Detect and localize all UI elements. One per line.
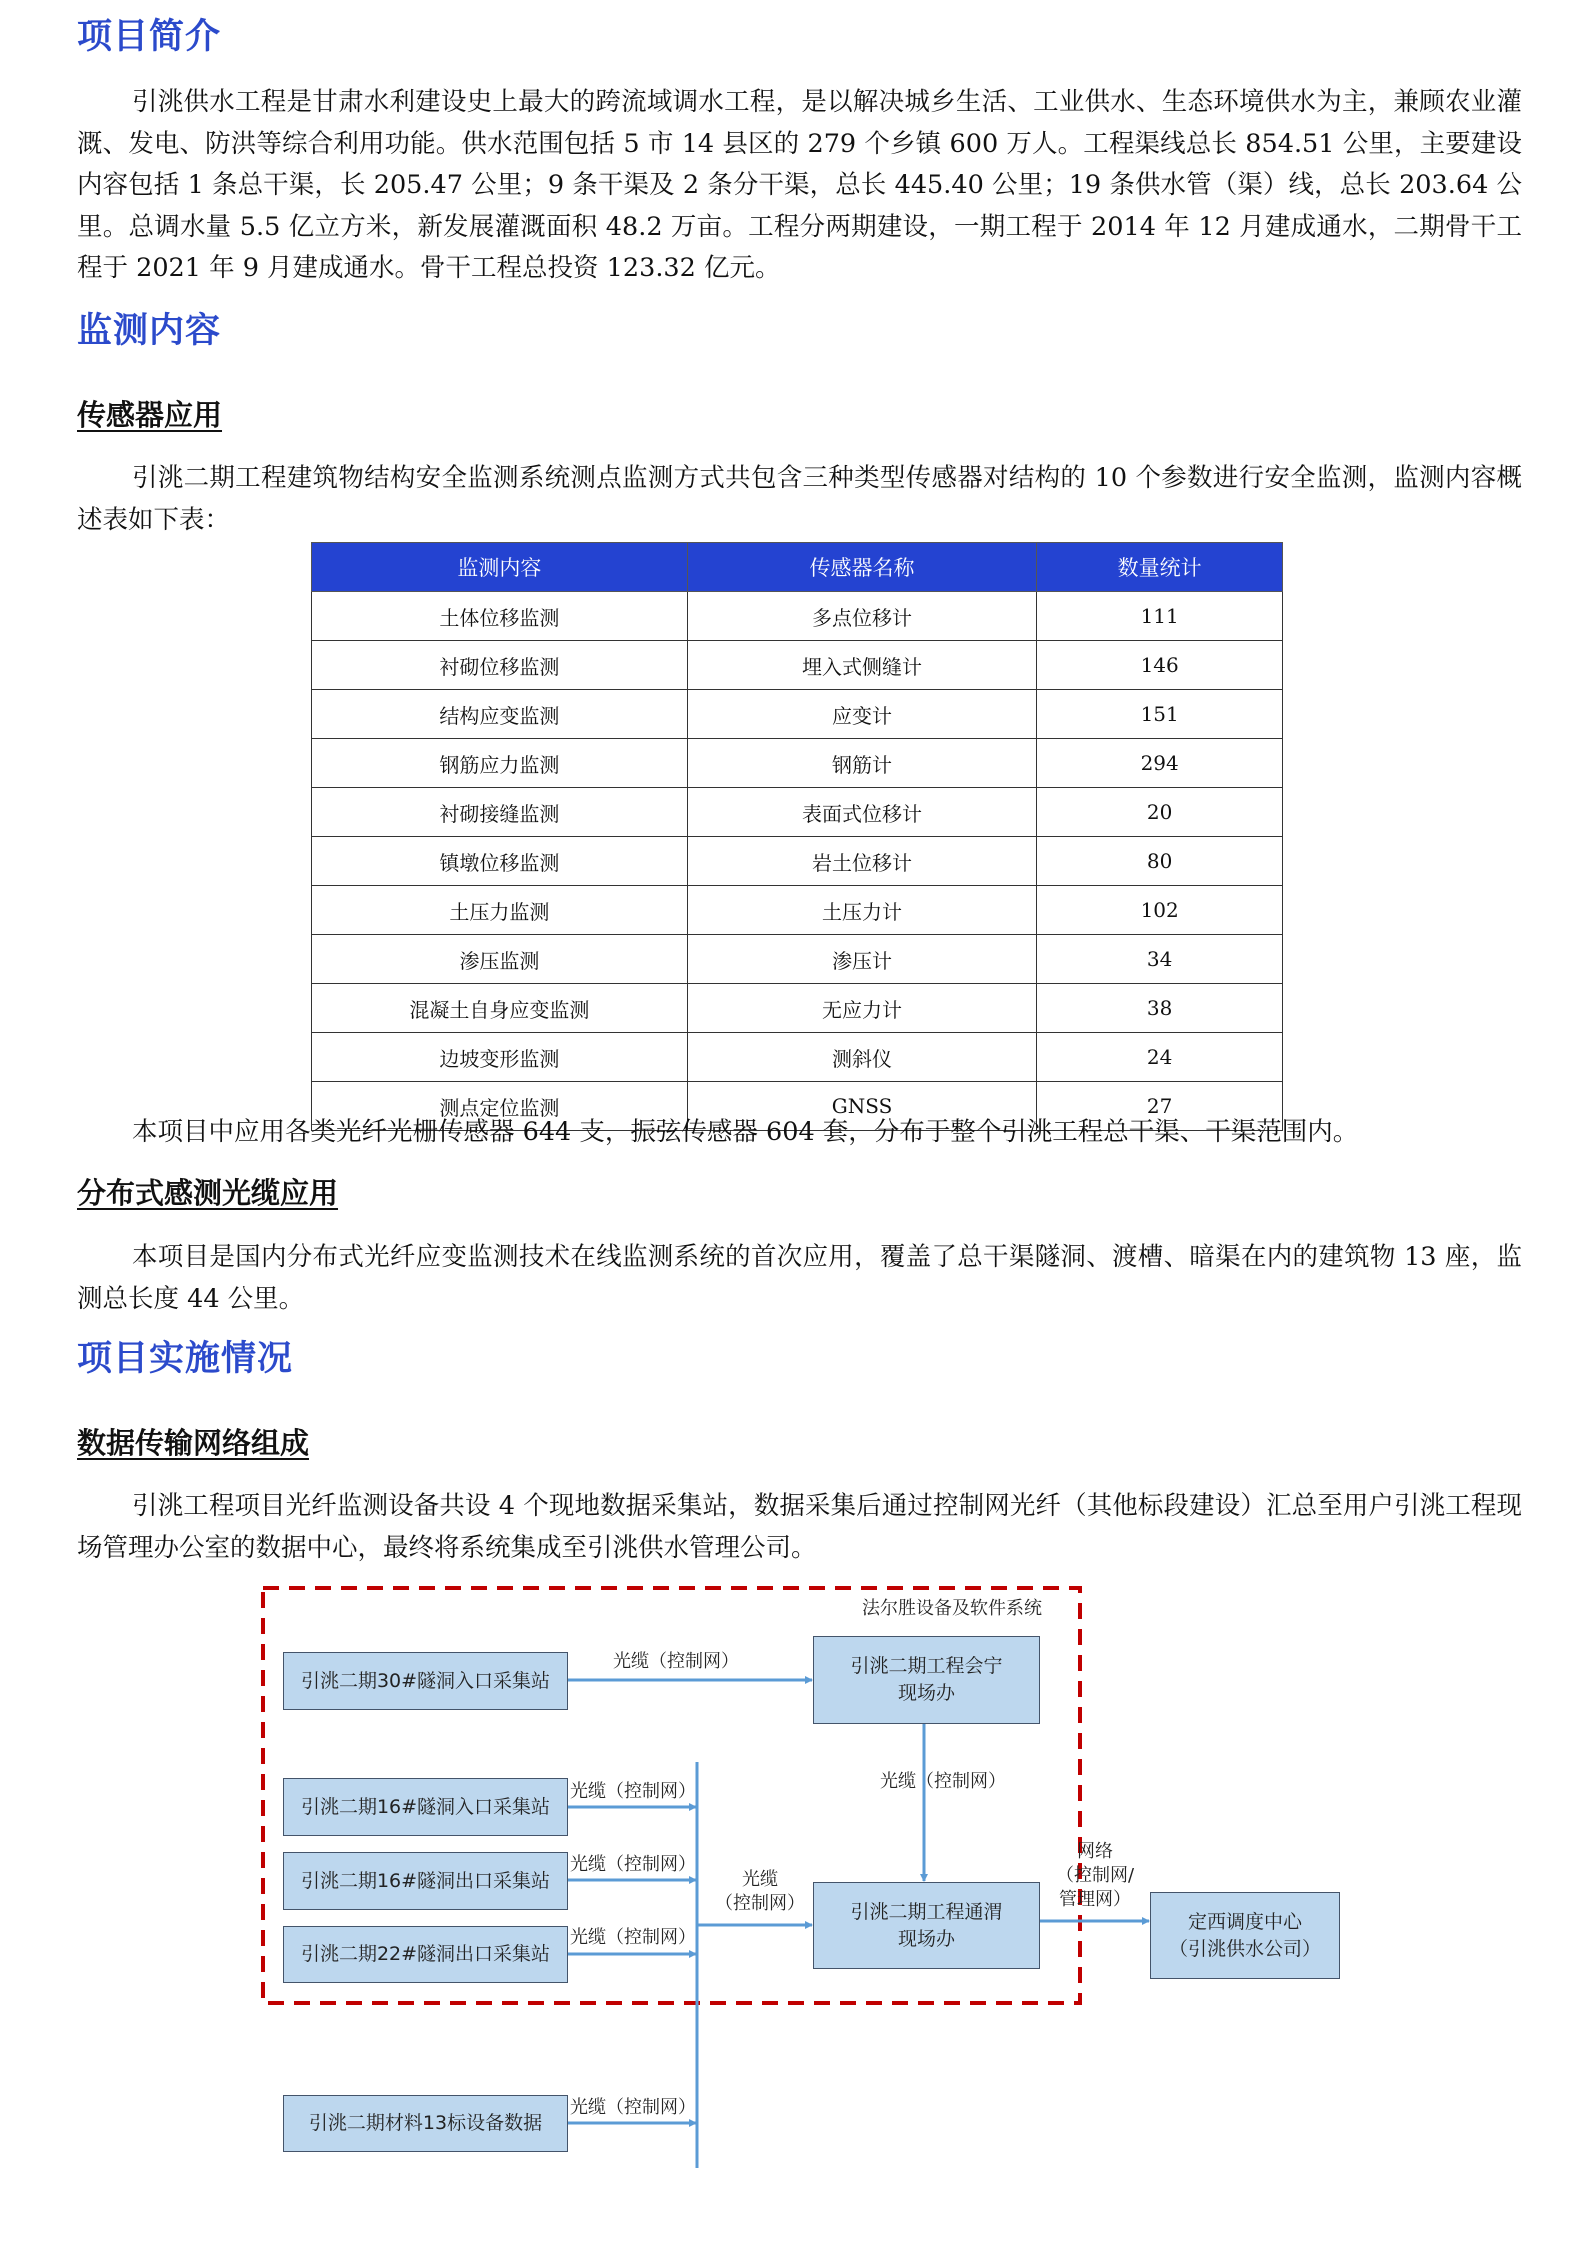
table-row [312,739,1283,788]
count-cell: 38 [1037,984,1283,1033]
monitoring-item-cell: 钢筋应力监测 [312,739,688,788]
table-row [312,837,1283,886]
edge-label-hub-line1: 光缆 [742,1869,778,1890]
edge-label-tongwei-dingxi [1045,1840,1145,1912]
node-dingxi-line1: 定西调度中心 [1187,1910,1302,1933]
edge-label-16out: 光缆（控制网） [570,1854,696,1875]
sensor-name-cell: GNSS [687,1082,1037,1131]
count-cell: 34 [1037,935,1283,984]
network-paragraph: 引洮工程项目光纤监测设备共设 4 个现地数据采集站，数据采集后通过控制网光纤（其他标段建设）汇总至用户引洮工程现场管理办公室的数据中心，最终将系统集成至引洮供水管理公司。 [77,1491,1522,1563]
count-cell: 80 [1037,837,1283,886]
column-header: 监测内容 [312,543,688,592]
sensor-name-cell: 埋入式侧缝计 [687,641,1037,690]
count-cell: 20 [1037,788,1283,837]
count-cell: 24 [1037,1033,1283,1082]
count-cell: 111 [1037,592,1283,641]
node-tongwei-office[interactable] [813,1882,1040,1969]
monitoring-item-cell: 测点定位监测 [312,1082,688,1131]
monitoring-item-cell: 结构应变监测 [312,690,688,739]
table-row [312,690,1283,739]
sensor-name-cell: 钢筋计 [687,739,1037,788]
sensor-name-cell: 岩土位移计 [687,837,1037,886]
count-cell: 146 [1037,641,1283,690]
node-station-30[interactable]: 引洮二期30#隧洞入口采集站 [283,1652,568,1710]
boundary-label: 法尔胜设备及软件系统 [862,1598,1042,1619]
node-tongwei-line1: 引洮二期工程通渭 [850,1900,1003,1923]
node-dingxi-line2: （引洮供水公司） [1168,1937,1321,1960]
sensor-name-cell: 测斜仪 [687,1033,1037,1082]
table-row [312,935,1283,984]
count-cell: 151 [1037,690,1283,739]
node-tongwei-line2: 现场办 [897,1927,955,1950]
sensor-name-cell: 表面式位移计 [687,788,1037,837]
table-row [312,592,1283,641]
table-row [312,1033,1283,1082]
count-cell: 27 [1037,1082,1283,1131]
sensor-paragraph: 引洮二期工程建筑物结构安全监测系统测点监测方式共包含三种类型传感器对结构的 10 个参数进行安全监测，监测内容概述表如下表： [77,463,1522,535]
node-huining-line1: 引洮二期工程会宁 [850,1655,1003,1677]
node-station-16-in[interactable]: 引洮二期16#隧洞入口采集站 [283,1778,568,1836]
sensor-name-cell: 土压力计 [687,886,1037,935]
node-huining-line2: 现场办 [897,1682,955,1704]
subheading-distributed-sensing: 分布式感测光缆应用 [77,1176,339,1210]
monitoring-item-cell: 衬砌位移监测 [312,641,688,690]
node-dingxi-center[interactable] [1150,1892,1340,1979]
edge-label-net-line2: （控制网/ [1055,1865,1135,1886]
monitoring-item-cell: 渗压监测 [312,935,688,984]
subheading-sensor-application: 传感器应用 [77,398,223,432]
monitoring-item-cell: 边坡变形监测 [312,1033,688,1082]
monitoring-item-cell: 镇墩位移监测 [312,837,688,886]
edge-label-net-line3: 管理网） [1059,1889,1131,1910]
edge-label-30: 光缆（控制网） [613,1651,739,1672]
edge-label-huining-tongwei: 光缆（控制网） [880,1771,1006,1792]
subheading-data-network: 数据传输网络组成 [77,1426,310,1460]
monitoring-item-cell: 土体位移监测 [312,592,688,641]
monitoring-item-cell: 混凝土自身应变监测 [312,984,688,1033]
edge-label-16in: 光缆（控制网） [570,1781,696,1802]
sensor-name-cell: 应变计 [687,690,1037,739]
heading-implementation: 项目实施情况 [77,1339,294,1379]
intro-paragraph: 引洮供水工程是甘肃水利建设史上最大的跨流域调水工程，是以解决城乡生活、工业供水、生态环境供水为主，兼顾农业灌溉、发电、防洪等综合利用功能。供水范围包括 5 市 14 县区的 279 个乡镇 600 万人。工程渠线总长 854.51 公里，主要建设内容包括 1 条总干渠，长 205.47 公里；9 条干渠及 2 条分干渠，总长 445.40 公里；19 条供水管（渠）线，总长 203.64 公里。总调水量 5.5 亿立方米，新发展灌溉面积 48.2 万亩。工程分两期建设，一期工程于 2014 年 12 月建成通水，二期骨干工程于 2021 年 9 月建成通水。骨干工程总投资 123.32 亿元。 [77,87,1522,283]
distributed-paragraph: 本项目是国内分布式光纤应变监测技术在线监测系统的首次应用，覆盖了总干渠隧洞、渡槽、暗渠在内的建筑物 13 座，监测总长度 44 公里。 [77,1242,1522,1314]
heading-monitoring-content: 监测内容 [77,311,222,351]
column-header: 数量统计 [1037,543,1283,592]
edge-label-hub-tongwei [710,1868,810,1916]
column-header: 传感器名称 [687,543,1037,592]
monitoring-table [311,542,1283,1131]
node-material-13[interactable]: 引洮二期材料13标设备数据 [283,2095,568,2152]
table-row [312,886,1283,935]
edge-label-22: 光缆（控制网） [570,1927,696,1948]
sensor-name-cell: 无应力计 [687,984,1037,1033]
table-header-row [312,543,1283,592]
count-cell: 102 [1037,886,1283,935]
sensor-name-cell: 渗压计 [687,935,1037,984]
table-row [312,788,1283,837]
node-huining-office[interactable] [813,1636,1040,1724]
edge-label-net-line1: 网络 [1077,1841,1113,1862]
heading-project-intro: 项目简介 [77,17,222,57]
monitoring-item-cell: 土压力监测 [312,886,688,935]
table-row [312,641,1283,690]
count-cell: 294 [1037,739,1283,788]
node-station-22-out[interactable]: 引洮二期22#隧洞出口采集站 [283,1926,568,1983]
edge-label-hub-line2: （控制网） [715,1893,805,1914]
sensor-summary-paragraph: 本项目中应用各类光纤光栅传感器 644 支，振弦传感器 604 套，分布于整个引洮工程总干渠、干渠范围内。 [132,1117,1359,1147]
table-row [312,984,1283,1033]
sensor-name-cell: 多点位移计 [687,592,1037,641]
edge-label-13: 光缆（控制网） [570,2097,696,2118]
monitoring-item-cell: 衬砌接缝监测 [312,788,688,837]
node-station-16-out[interactable]: 引洮二期16#隧洞出口采集站 [283,1852,568,1910]
